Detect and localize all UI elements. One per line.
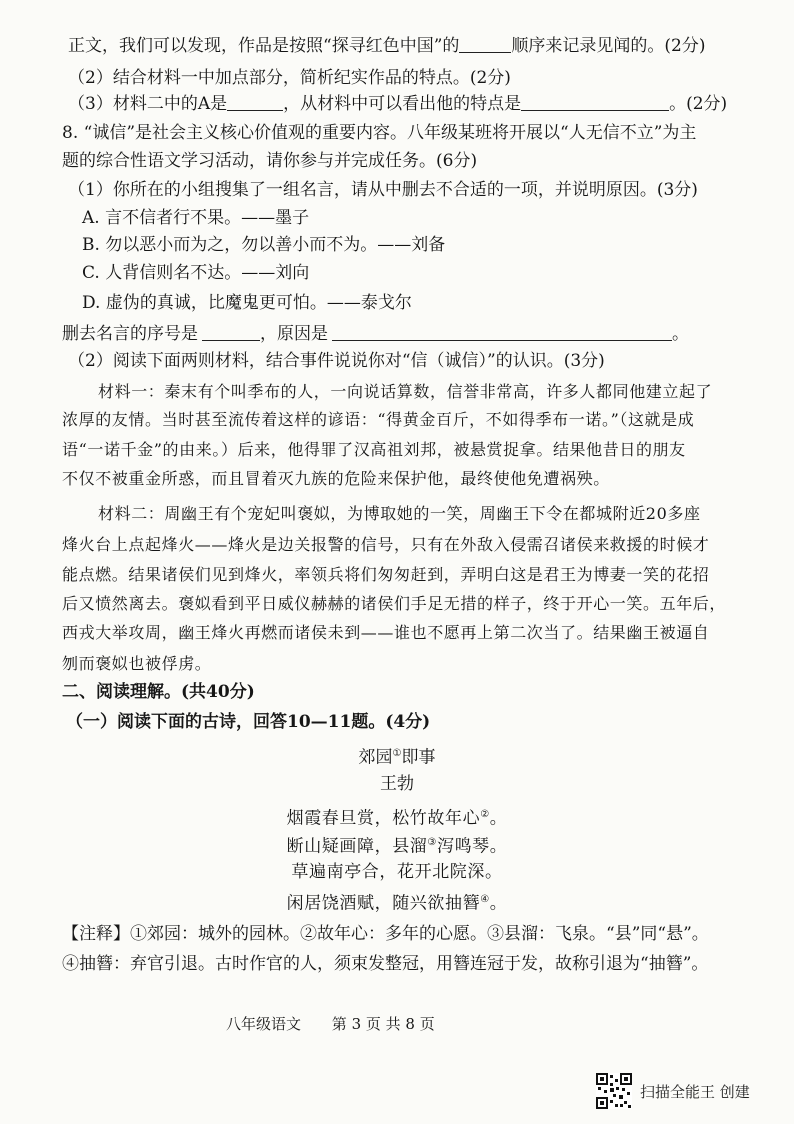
section-2-heading: 二、阅读理解。(共40分) (62, 682, 255, 702)
answer-blank[interactable] (202, 324, 260, 341)
text-l11c: 。 (672, 324, 689, 344)
poem-line: 草遍南亭合，花开北院深。 (291, 862, 503, 882)
material-2-line: 材料二：周幽王有个宠妃叫褒姒，为博取她的一笑，周幽王下令在都城附近20多座 (98, 504, 701, 523)
text-l3a: （3）材料二中的A是 (68, 94, 228, 114)
quote-c: C. 人背信则名不达。——刘向 (82, 263, 310, 283)
text-l1b: 顺序来记录见闻的。(2分) (511, 36, 706, 56)
poem-line: 断山疑画障，县溜③泻鸣琴。 (286, 836, 508, 857)
subsection-1-heading: （一）阅读下面的古诗，回答10—11题。(4分) (66, 712, 431, 732)
quote-b: B. 勿以恶小而为之，勿以善小而不为。——刘备 (82, 235, 446, 255)
page-footer (226, 1013, 461, 1034)
annotation-line: ④抽簪：弃官引退。古时作官的人，须束发整冠，用簪连冠于发，故称引退为“抽簪”。 (62, 954, 709, 974)
text-l1a: 正文，我们可以发现，作品是按照“探寻红色中国”的 (68, 36, 460, 56)
question-8-2: （2）阅读下面两则材料，结合事件说说你对“信（诚信）”的认识。(3分) (68, 351, 605, 371)
question-8-1: （1）你所在的小组搜集了一组名言，请从中删去不合适的一项，并说明原因。(3分) (68, 180, 698, 200)
poem-title: 郊园①即事 (358, 747, 436, 768)
question-8-stem-cont: 题的综合性语文学习活动，请你参与并完成任务。(6分) (62, 151, 478, 171)
text-l11a: 删去名言的序号是 (62, 324, 198, 344)
material-1-line: 浓厚的友情。当时甚至流传着这样的谚语：“得黄金百斤，不如得季布一诺。”（这就是成 (62, 410, 695, 429)
poem-author: 王勃 (380, 774, 414, 794)
material-1-line: 语“一诺千金”的由来。）后来，他得罪了汉高祖刘邦，被悬赏捉拿。结果他昔日的朋友 (62, 440, 686, 459)
answer-blank[interactable] (227, 94, 283, 111)
text-l11b: ，原因是 (260, 324, 328, 344)
footer-page-number: 第 3 页 共 8 页 (331, 1015, 435, 1033)
material-2-line: 能点燃。结果诸侯们见到烽火，率领兵将们匆匆赶到，弄明白这是君王为博妻一笑的花招 (62, 565, 710, 584)
text-l3c: 。(2分) (669, 94, 728, 114)
answer-blank[interactable] (459, 36, 511, 53)
scanner-watermark (596, 1073, 750, 1109)
scanner-watermark-text: 扫描全能王 创建 (640, 1082, 750, 1101)
footer-subject: 八年级语文 (226, 1015, 302, 1033)
material-1-line: 材料一：秦末有个叫季布的人，一向说话算数，信誉非常高，许多人都同他建立起了 (98, 382, 713, 401)
question-7-2: （2）结合材料一中加点部分，简析纪实作品的特点。(2分) (68, 68, 511, 88)
material-1-line: 不仅不被重金所惑，而且冒着灭九族的危险来保护他，最终使他免遭祸殃。 (62, 469, 610, 488)
answer-blank[interactable] (521, 94, 669, 111)
question-8-stem: 8. “诚信”是社会主义核心价值观的重要内容。八年级某班将开展以“人无信不立”为主 (62, 123, 697, 143)
question-7-3-line (68, 92, 727, 116)
answer-blank[interactable] (332, 324, 672, 341)
material-2-line: 西戎大举攻周，幽王烽火再燃而诸侯未到——谁也不愿再上第二次当了。结果幽王被逼自 (62, 623, 710, 642)
question-7-1-line (68, 34, 705, 58)
annotation-line: 【注释】①郊园：城外的园林。②故年心：多年的心愿。③县溜：飞泉。“县”同“悬”。 (62, 924, 709, 944)
material-2-line: 刎而褒姒也被俘虏。 (62, 654, 212, 673)
question-8-1-answer-line (62, 322, 689, 346)
material-2-line: 烽火台上点起烽火——烽火是边关报警的信号，只有在外敌入侵需召诸侯来救援的时候才 (62, 535, 710, 554)
poem-line: 烟霞春旦赏，松竹故年心②。 (286, 808, 508, 829)
qr-code-icon (596, 1073, 632, 1109)
quote-d: D. 虚伪的真诚，比魔鬼更可怕。——泰戈尔 (82, 293, 412, 313)
text-l3b: ，从材料中可以看出他的特点是 (283, 94, 522, 114)
quote-a: A. 言不信者行不果。——墨子 (82, 208, 310, 228)
material-2-line: 后又愤然离去。褒姒看到平日威仪赫赫的诸侯们手足无措的样子，终于开心一笑。五年后， (62, 594, 727, 613)
poem-line: 闲居饶酒赋，随兴欲抽簪④。 (286, 893, 508, 914)
